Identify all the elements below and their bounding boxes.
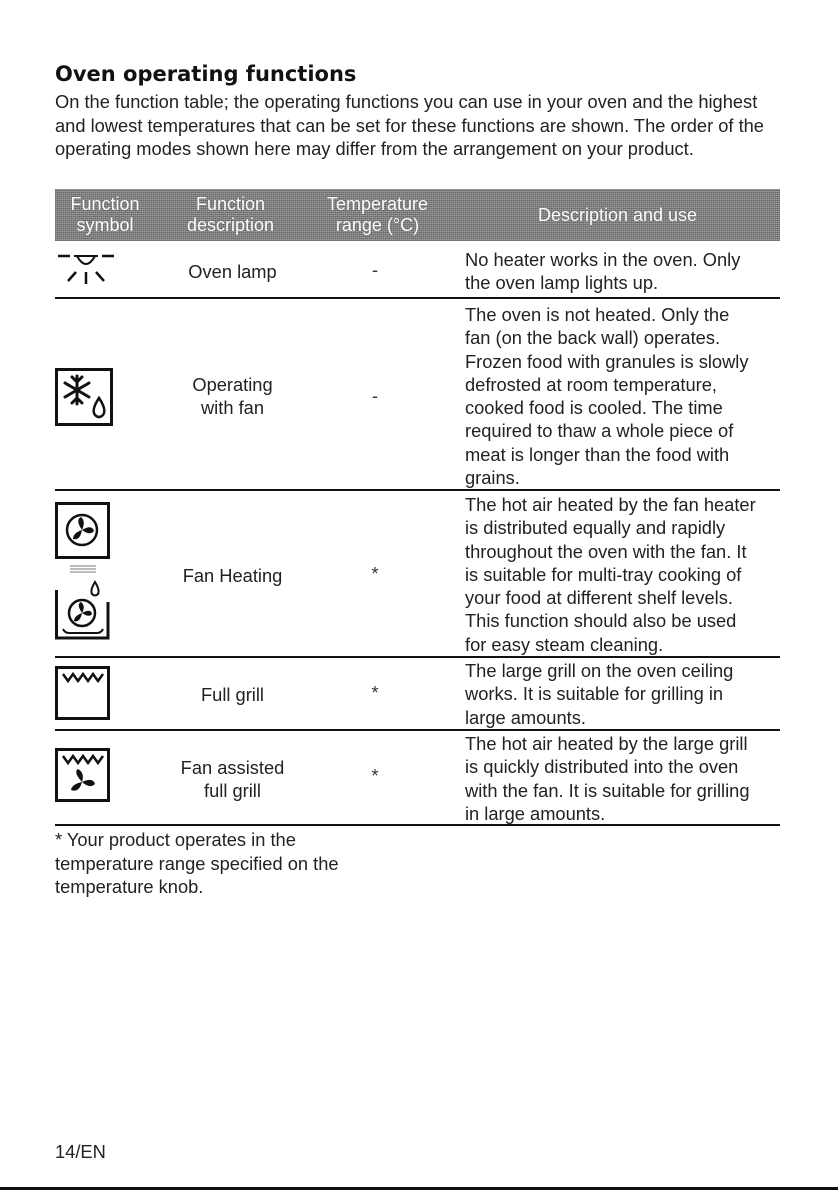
row-divider (55, 297, 780, 299)
row-use-operating-with-fan: The oven is not heated. Only the fan (on the back wall) operates. Frozen food with granules is slowly defrosted at room temperature, cooked food is cooled. The time required to thaw a whole piece of meat is longer than the food with grains. (465, 304, 749, 489)
table-bottom-rule (55, 824, 780, 826)
row-description-fan-heating: Fan Heating (182, 565, 283, 586)
row-temperature-operating-with-fan: - (372, 386, 378, 406)
page-bottom-rule (0, 1187, 838, 1190)
intro-paragraph: On the function table; the operating functions you can use in your oven and the highest and lowest temperatures that can be set for these functions are shown. The order of the operating modes shown here may differ from the arrangement on your product. (55, 91, 764, 159)
row-temperature-fan-heating: * (371, 564, 379, 584)
row-description-full-grill: Full grill (201, 684, 264, 705)
header-temperature-range: Temperature range (°C) (326, 194, 429, 235)
row-use-oven-lamp: No heater works in the oven. Only the oven lamp lights up. (465, 249, 741, 294)
header-description-and-use: Description and use (537, 204, 698, 225)
row-use-fan-assisted-full-grill: The hot air heated by the large grill is quickly distributed into the oven with the fan. It is suitable for grilling in large amounts. (465, 733, 750, 824)
row-description-fan-assisted-full-grill: Fan assisted full grill (180, 757, 285, 801)
header-function-description: Function description (186, 194, 275, 235)
table-header (55, 189, 780, 241)
page-title: Oven operating functions (55, 62, 357, 86)
footnote: * Your product operates in the temperature range specified on the temperature knob. (55, 829, 339, 897)
row-description-operating-with-fan: Operating with fan (192, 374, 273, 418)
fan-assisted-grill-icon (55, 748, 113, 809)
row-divider (55, 729, 780, 731)
row-divider (55, 656, 780, 658)
defrost-fan-icon (55, 368, 113, 431)
oven-lamp-icon (56, 250, 116, 295)
header-function-symbol: Function symbol (70, 194, 140, 235)
page-number: 14/EN (55, 1141, 106, 1162)
row-divider (55, 489, 780, 491)
row-description-oven-lamp: Oven lamp (188, 261, 277, 282)
row-use-fan-heating: The hot air heated by the fan heater is distributed equally and rapidly throughout the oven with the fan. It is suitable for multi-tray cooking of your food at different shelf levels. This function should also be used for easy steam cleaning. (465, 494, 756, 655)
fan-heating-icon (55, 502, 113, 655)
row-temperature-fan-assisted-full-grill: * (371, 766, 379, 786)
row-temperature-full-grill: * (371, 683, 379, 703)
row-temperature-oven-lamp: - (372, 260, 378, 280)
row-use-full-grill: The large grill on the oven ceiling works. It is suitable for grilling in large amounts. (465, 660, 734, 728)
full-grill-icon (55, 666, 113, 727)
